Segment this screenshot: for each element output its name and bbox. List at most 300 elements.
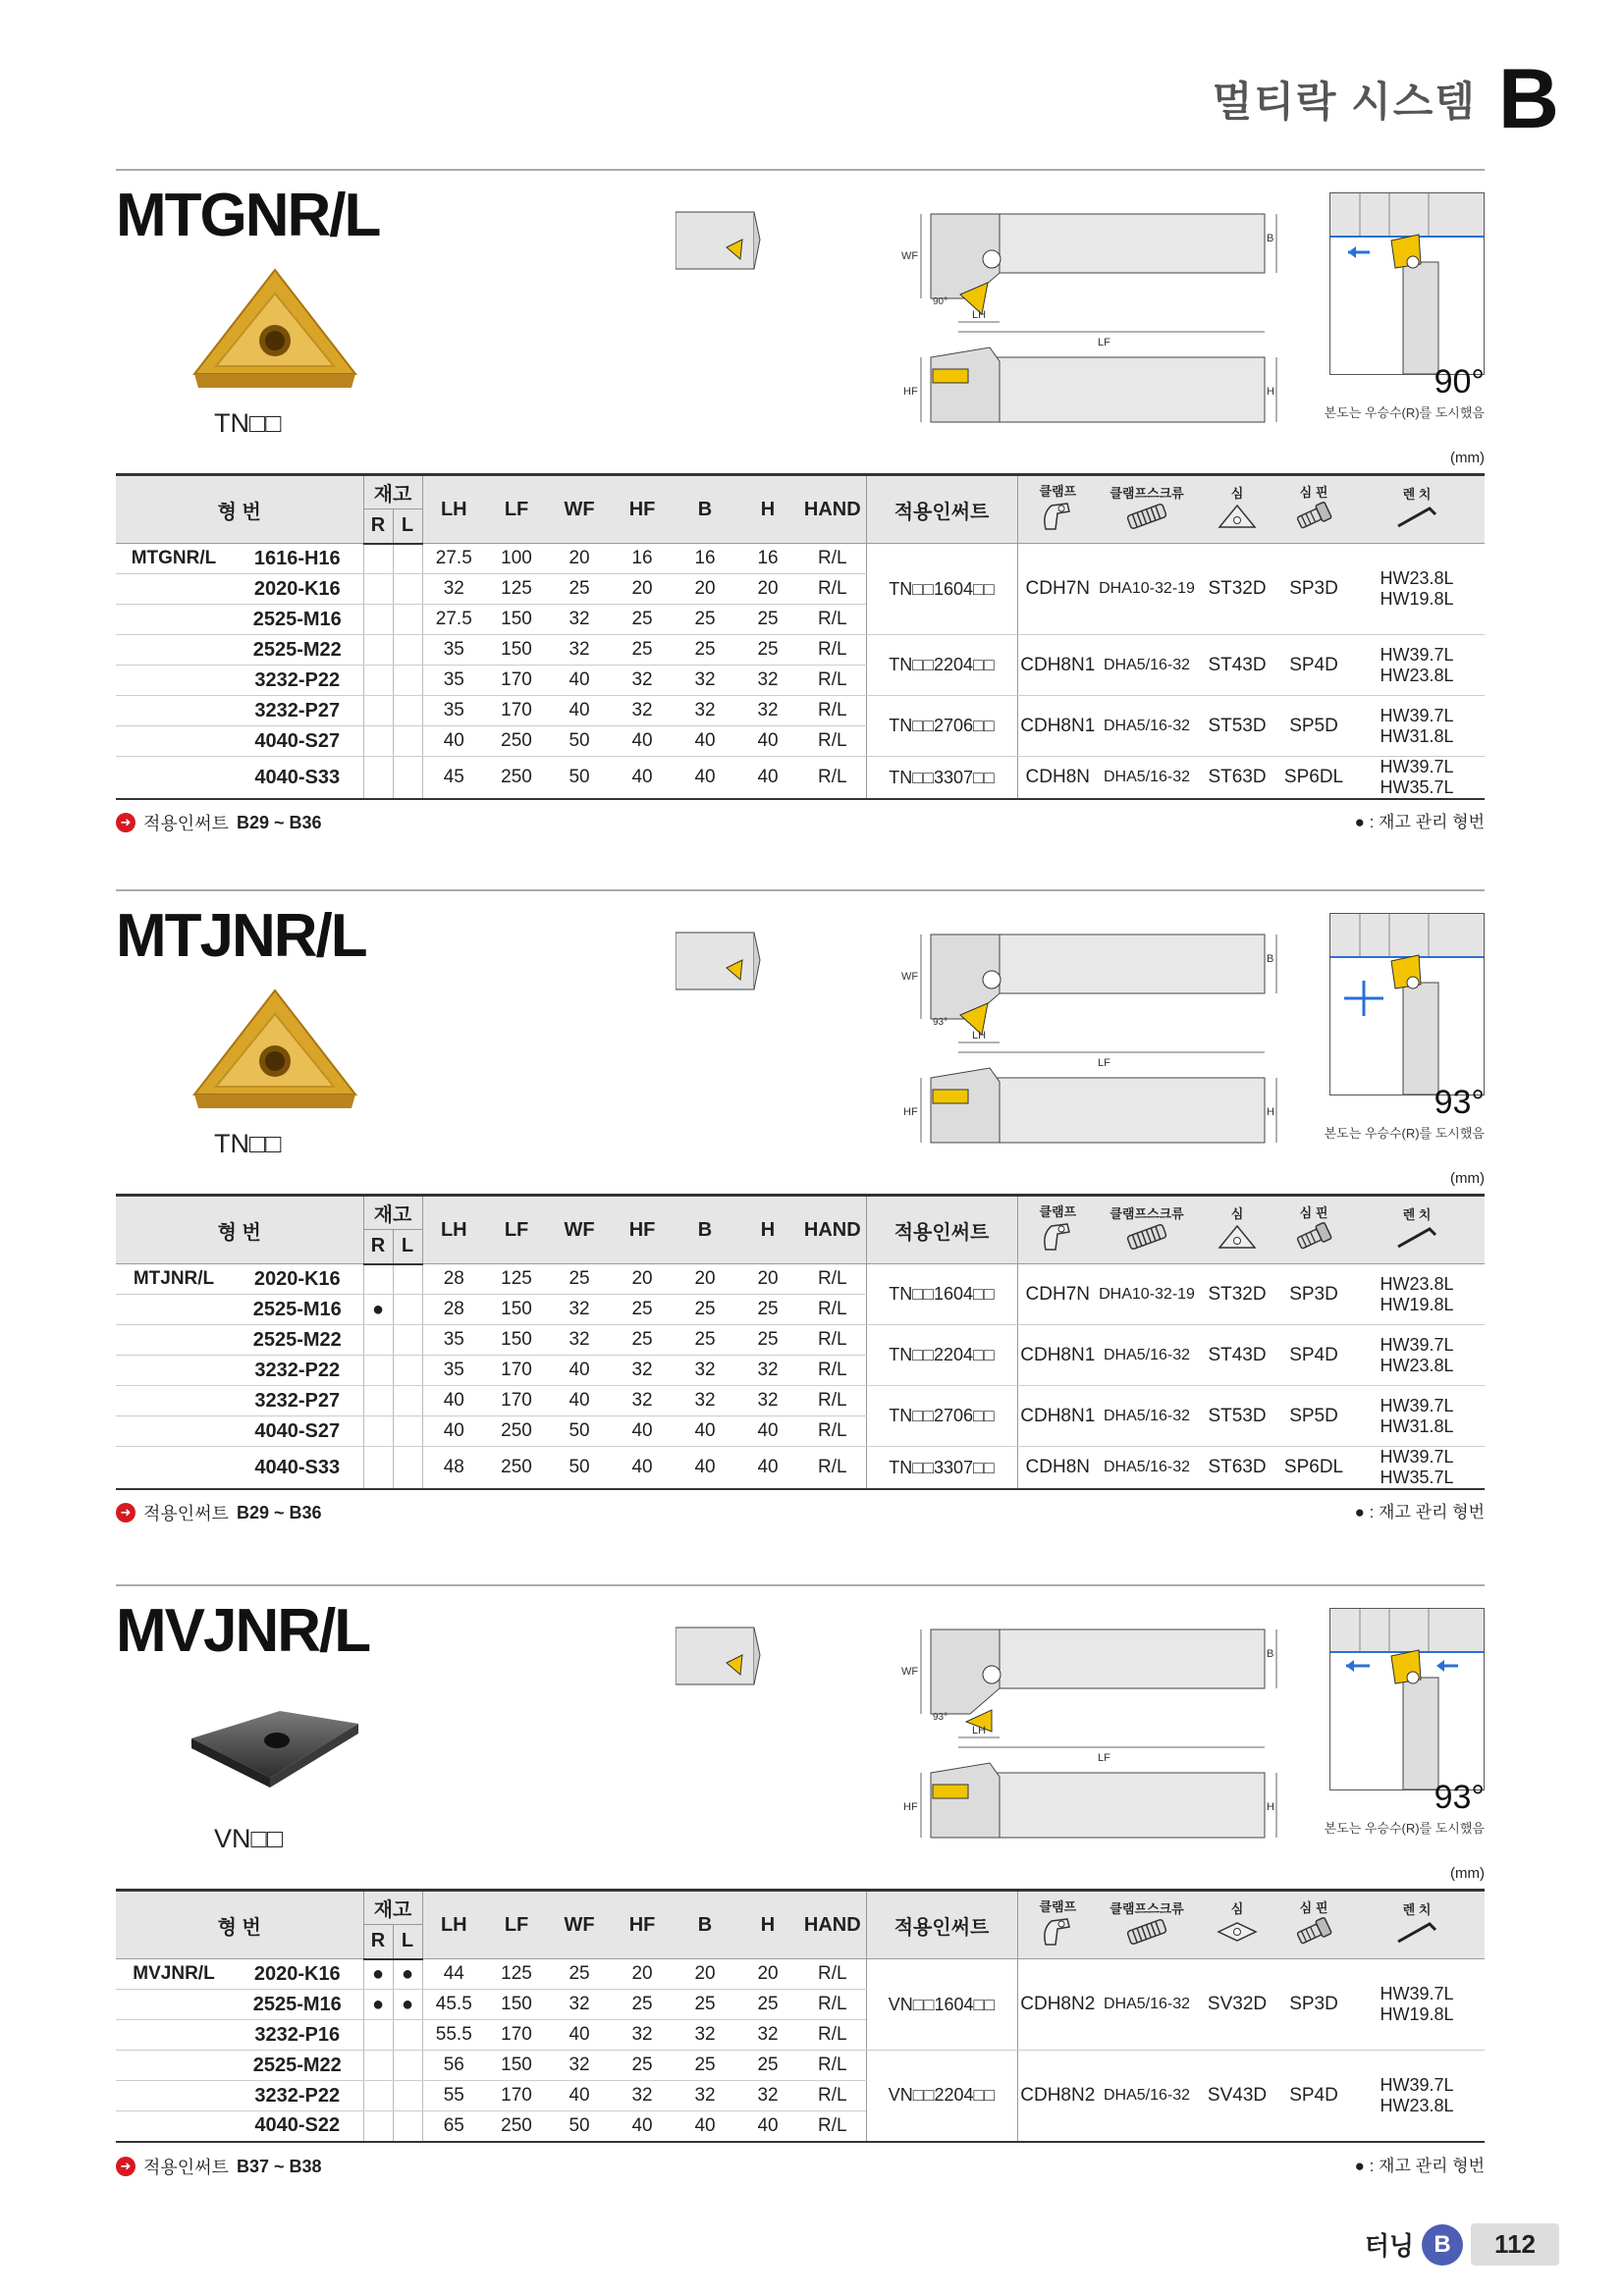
cell-screw: DHA10-32-19 bbox=[1098, 1264, 1196, 1325]
cell-pin: SP6DL bbox=[1278, 1447, 1349, 1490]
cell-clamp: CDH8N1 bbox=[1017, 696, 1098, 757]
model-name bbox=[116, 635, 232, 666]
insert-photo bbox=[187, 985, 363, 1122]
col-pin-label: 심 핀 bbox=[1299, 484, 1328, 500]
dim-hf-label: HF bbox=[903, 1801, 918, 1813]
wrench-code: HW39.7L bbox=[1380, 1334, 1454, 1355]
spec-table bbox=[116, 473, 1485, 800]
cell-hf: 25 bbox=[611, 2051, 674, 2081]
stock-l bbox=[393, 726, 422, 757]
cutting-direction-figure bbox=[1330, 193, 1484, 374]
clamp-screw-icon bbox=[1098, 502, 1196, 537]
wrench-code: HW39.7L bbox=[1380, 2074, 1454, 2095]
cell-hf: 32 bbox=[611, 1356, 674, 1386]
cell-lh: 27.5 bbox=[422, 544, 485, 574]
model-name bbox=[116, 1295, 232, 1325]
col-screw bbox=[1098, 1891, 1196, 1959]
insert-reference[interactable] bbox=[116, 2154, 322, 2179]
model-code: 2020-K16 bbox=[232, 574, 363, 605]
cell-hf: 40 bbox=[611, 1416, 674, 1447]
spec-table bbox=[116, 1194, 1485, 1490]
stock-l bbox=[393, 2111, 422, 2142]
cell-hf: 32 bbox=[611, 2020, 674, 2051]
model-name bbox=[116, 1416, 232, 1447]
model-name bbox=[116, 1386, 232, 1416]
cell-lf: 170 bbox=[485, 696, 548, 726]
cell-wrench bbox=[1349, 757, 1485, 800]
cell-wrench bbox=[1349, 1264, 1485, 1325]
wrench-code: HW23.8L bbox=[1380, 568, 1454, 588]
cell-b: 20 bbox=[674, 1264, 736, 1295]
stock-l bbox=[393, 2020, 422, 2051]
cell-insert: VN□□1604□□ bbox=[866, 1959, 1017, 2051]
model-code: 2525-M22 bbox=[232, 1325, 363, 1356]
col-shim-label: 심 bbox=[1230, 1205, 1244, 1221]
col-hand: HAND bbox=[799, 1891, 866, 1959]
stock-l: ● bbox=[393, 1959, 422, 1990]
stock-l bbox=[393, 696, 422, 726]
stock-legend: ● : 재고 관리 형번 bbox=[1354, 1503, 1485, 1522]
col-shim-label: 심 bbox=[1230, 1900, 1244, 1916]
cell-h: 16 bbox=[736, 544, 799, 574]
cell-wf: 50 bbox=[548, 1447, 611, 1490]
cell-insert: VN□□2204□□ bbox=[866, 2051, 1017, 2142]
dim-lf-label: LF bbox=[1098, 1752, 1110, 1764]
model-code: 3232-P27 bbox=[232, 696, 363, 726]
cell-b: 25 bbox=[674, 1990, 736, 2020]
stock-r: ● bbox=[363, 1959, 393, 1990]
cell-wf: 20 bbox=[548, 544, 611, 574]
spec-table bbox=[116, 1889, 1485, 2143]
col-wrench bbox=[1349, 1196, 1485, 1264]
cell-wrench bbox=[1349, 1386, 1485, 1447]
col-b: B bbox=[674, 1196, 736, 1264]
cell-clamp: CDH7N bbox=[1017, 1264, 1098, 1325]
cell-wf: 50 bbox=[548, 757, 611, 800]
cell-h: 32 bbox=[736, 696, 799, 726]
wrench-code: HW23.8L bbox=[1380, 1273, 1454, 1294]
cell-hand: R/L bbox=[799, 2051, 866, 2081]
cell-shim: ST32D bbox=[1196, 1264, 1278, 1325]
cell-h: 20 bbox=[736, 574, 799, 605]
stock-r bbox=[363, 1386, 393, 1416]
dim-lh-label: LH bbox=[972, 1725, 987, 1736]
cell-wf: 40 bbox=[548, 2081, 611, 2111]
stock-l bbox=[393, 635, 422, 666]
cell-hf: 40 bbox=[611, 1447, 674, 1490]
cell-b: 25 bbox=[674, 1325, 736, 1356]
cell-lf: 150 bbox=[485, 2051, 548, 2081]
col-clamp-label: 클램프 bbox=[1039, 483, 1077, 499]
cell-hf: 32 bbox=[611, 696, 674, 726]
cell-hf: 25 bbox=[611, 605, 674, 635]
col-wrench-label: 렌 치 bbox=[1402, 1901, 1432, 1917]
dim-wf-label: WF bbox=[901, 971, 919, 983]
col-wrench-label: 렌 치 bbox=[1402, 1206, 1432, 1222]
cell-screw: DHA5/16-32 bbox=[1098, 635, 1196, 696]
cell-pin: SP4D bbox=[1278, 635, 1349, 696]
cell-hf: 40 bbox=[611, 757, 674, 800]
col-hand: HAND bbox=[799, 475, 866, 544]
cell-lh: 40 bbox=[422, 726, 485, 757]
cell-h: 32 bbox=[736, 2020, 799, 2051]
dim-lf-label: LF bbox=[1098, 337, 1110, 348]
col-lf: LF bbox=[485, 1196, 548, 1264]
cell-h: 40 bbox=[736, 757, 799, 800]
cell-hand: R/L bbox=[799, 1295, 866, 1325]
clamp-icon bbox=[1018, 500, 1099, 539]
model-code: 4040-S22 bbox=[232, 2111, 363, 2142]
col-h: H bbox=[736, 1196, 799, 1264]
cell-hand: R/L bbox=[799, 1325, 866, 1356]
cell-shim: ST43D bbox=[1196, 1325, 1278, 1386]
cell-h: 32 bbox=[736, 1386, 799, 1416]
dim-b-label: B bbox=[1267, 953, 1274, 965]
cell-lf: 125 bbox=[485, 1959, 548, 1990]
cell-b: 32 bbox=[674, 2020, 736, 2051]
cell-wf: 40 bbox=[548, 1386, 611, 1416]
cell-wf: 50 bbox=[548, 726, 611, 757]
col-insert: 적용인써트 bbox=[866, 1891, 1017, 1959]
holder-drawing bbox=[676, 1616, 1294, 1861]
cell-hand: R/L bbox=[799, 666, 866, 696]
model-name: MVJNR/L bbox=[116, 1959, 232, 1990]
cell-b: 32 bbox=[674, 1356, 736, 1386]
side-view bbox=[1329, 1608, 1485, 1790]
cell-hand: R/L bbox=[799, 605, 866, 635]
model-code: 2525-M16 bbox=[232, 605, 363, 635]
cell-screw: DHA5/16-32 bbox=[1098, 1386, 1196, 1447]
stock-r bbox=[363, 2020, 393, 2051]
model-code: 2525-M22 bbox=[232, 2051, 363, 2081]
cell-wf: 40 bbox=[548, 666, 611, 696]
table-row bbox=[116, 544, 1485, 574]
ref-pages: B29 ~ B36 bbox=[236, 812, 322, 832]
side-note: 본도는 우승수(R)를 도시했음 bbox=[1324, 1126, 1485, 1141]
cell-lf: 150 bbox=[485, 1325, 548, 1356]
col-insert: 적용인써트 bbox=[866, 1196, 1017, 1264]
cell-clamp: CDH8N bbox=[1017, 1447, 1098, 1490]
wrench-icon bbox=[1349, 503, 1485, 536]
cell-hand: R/L bbox=[799, 1990, 866, 2020]
model-name bbox=[116, 574, 232, 605]
model-name bbox=[116, 757, 232, 800]
arrow-right-icon: ➜ bbox=[116, 2157, 135, 2176]
arrow-right-icon: ➜ bbox=[116, 813, 135, 832]
model-name bbox=[116, 726, 232, 757]
cell-b: 40 bbox=[674, 726, 736, 757]
cell-hand: R/L bbox=[799, 696, 866, 726]
page-header bbox=[1212, 52, 1559, 146]
table-row bbox=[116, 1264, 1485, 1295]
wrench-code: HW39.7L bbox=[1380, 1395, 1454, 1415]
cell-h: 40 bbox=[736, 1447, 799, 1490]
cell-lh: 56 bbox=[422, 2051, 485, 2081]
stock-r bbox=[363, 1325, 393, 1356]
cell-h: 25 bbox=[736, 1990, 799, 2020]
col-wf: WF bbox=[548, 1196, 611, 1264]
side-view bbox=[1329, 192, 1485, 375]
cell-wrench bbox=[1349, 635, 1485, 696]
page-footer bbox=[1365, 2223, 1559, 2266]
cell-clamp: CDH8N1 bbox=[1017, 635, 1098, 696]
model-name bbox=[116, 1325, 232, 1356]
cell-hand: R/L bbox=[799, 1416, 866, 1447]
cell-wf: 50 bbox=[548, 1416, 611, 1447]
dim-b-label: B bbox=[1267, 233, 1274, 244]
cell-clamp: CDH8N1 bbox=[1017, 1386, 1098, 1447]
col-h: H bbox=[736, 475, 799, 544]
cell-insert: TN□□1604□□ bbox=[866, 1264, 1017, 1325]
stock-r bbox=[363, 696, 393, 726]
shim-icon bbox=[1196, 1917, 1278, 1952]
col-insert: 적용인써트 bbox=[866, 475, 1017, 544]
stock-legend: ● : 재고 관리 형번 bbox=[1354, 2157, 1485, 2175]
cell-lf: 170 bbox=[485, 1386, 548, 1416]
clamp-icon bbox=[1018, 1220, 1099, 1259]
cell-lh: 28 bbox=[422, 1295, 485, 1325]
footer-label: 터닝 bbox=[1364, 2231, 1415, 2261]
cell-hf: 25 bbox=[611, 1990, 674, 2020]
cell-hand: R/L bbox=[799, 1356, 866, 1386]
col-clamp bbox=[1017, 1891, 1098, 1959]
cell-wf: 25 bbox=[548, 574, 611, 605]
insert-photo bbox=[187, 264, 363, 401]
stock-r bbox=[363, 2111, 393, 2142]
product-section bbox=[116, 889, 1485, 1557]
cell-lh: 40 bbox=[422, 1386, 485, 1416]
cell-h: 20 bbox=[736, 1959, 799, 1990]
stock-r bbox=[363, 574, 393, 605]
cell-lf: 100 bbox=[485, 544, 548, 574]
col-clamp bbox=[1017, 1196, 1098, 1264]
col-screw bbox=[1098, 475, 1196, 544]
model-code: 4040-S27 bbox=[232, 1416, 363, 1447]
cell-hf: 25 bbox=[611, 1325, 674, 1356]
lead-angle: 93° bbox=[1434, 1084, 1485, 1121]
cell-wf: 32 bbox=[548, 1325, 611, 1356]
cell-lh: 27.5 bbox=[422, 605, 485, 635]
dim-wf-label: WF bbox=[901, 250, 919, 262]
wrench-code: HW19.8L bbox=[1380, 2004, 1454, 2024]
col-model: 형 번 bbox=[116, 1891, 363, 1959]
product-section bbox=[116, 169, 1485, 836]
cell-clamp: CDH8N2 bbox=[1017, 1959, 1098, 2051]
footer-badge: B bbox=[1422, 2224, 1463, 2266]
col-lh: LH bbox=[422, 1891, 485, 1959]
dim-h-label: H bbox=[1267, 1106, 1274, 1118]
cell-wf: 32 bbox=[548, 2051, 611, 2081]
col-model: 형 번 bbox=[116, 475, 363, 544]
cell-screw: DHA5/16-32 bbox=[1098, 757, 1196, 800]
chapter-letter: B bbox=[1497, 52, 1559, 146]
wrench-code: HW39.7L bbox=[1380, 757, 1454, 776]
cell-pin: SP4D bbox=[1278, 1325, 1349, 1386]
stock-r bbox=[363, 1416, 393, 1447]
cell-lh: 45.5 bbox=[422, 1990, 485, 2020]
cell-lf: 150 bbox=[485, 635, 548, 666]
lead-angle: 93° bbox=[1434, 1779, 1485, 1816]
col-h: H bbox=[736, 1891, 799, 1959]
cell-lf: 250 bbox=[485, 1447, 548, 1490]
model-code: 3232-P22 bbox=[232, 1356, 363, 1386]
clamp-icon bbox=[1018, 1915, 1099, 1954]
cell-hand: R/L bbox=[799, 544, 866, 574]
dim-hf-label: HF bbox=[903, 386, 918, 398]
insert-reference[interactable] bbox=[116, 1500, 322, 1525]
stock-l bbox=[393, 757, 422, 800]
insert-reference[interactable] bbox=[116, 810, 322, 835]
cell-lh: 65 bbox=[422, 2111, 485, 2142]
clamp-screw-icon bbox=[1098, 1917, 1196, 1952]
col-stock-r: R bbox=[363, 1230, 393, 1264]
wrench-code: HW31.8L bbox=[1380, 1415, 1454, 1436]
cell-hf: 20 bbox=[611, 1264, 674, 1295]
col-screw-label: 클램프스크류 bbox=[1110, 1205, 1184, 1221]
model-code: 2525-M16 bbox=[232, 1990, 363, 2020]
col-lf: LF bbox=[485, 1891, 548, 1959]
cell-lh: 55.5 bbox=[422, 2020, 485, 2051]
cell-hand: R/L bbox=[799, 1264, 866, 1295]
cell-lf: 170 bbox=[485, 666, 548, 696]
cell-hand: R/L bbox=[799, 2020, 866, 2051]
cell-wrench bbox=[1349, 2051, 1485, 2142]
cell-hf: 16 bbox=[611, 544, 674, 574]
cell-lf: 125 bbox=[485, 1264, 548, 1295]
shim-icon bbox=[1196, 502, 1278, 537]
unit-label: (mm) bbox=[1450, 450, 1485, 466]
cell-insert: TN□□2204□□ bbox=[866, 635, 1017, 696]
cell-pin: SP5D bbox=[1278, 696, 1349, 757]
dim-angle-label: 93° bbox=[933, 1017, 948, 1028]
table-row bbox=[116, 2051, 1485, 2081]
cell-lh: 40 bbox=[422, 1416, 485, 1447]
col-clamp bbox=[1017, 475, 1098, 544]
stock-l bbox=[393, 1264, 422, 1295]
col-wrench bbox=[1349, 475, 1485, 544]
stock-r bbox=[363, 2051, 393, 2081]
stock-l bbox=[393, 544, 422, 574]
model-name: MTGNR/L bbox=[116, 544, 232, 574]
col-stock-l: L bbox=[393, 1230, 422, 1264]
model-name: MTJNR/L bbox=[116, 1264, 232, 1295]
cell-h: 40 bbox=[736, 2111, 799, 2142]
cell-lf: 150 bbox=[485, 1990, 548, 2020]
col-pin-label: 심 핀 bbox=[1299, 1899, 1328, 1915]
cell-h: 40 bbox=[736, 726, 799, 757]
cell-wf: 32 bbox=[548, 1295, 611, 1325]
wrench-icon bbox=[1349, 1223, 1485, 1256]
cell-wf: 25 bbox=[548, 1959, 611, 1990]
stock-l bbox=[393, 666, 422, 696]
cell-hf: 32 bbox=[611, 666, 674, 696]
col-stock-l: L bbox=[393, 509, 422, 544]
insert-code: TN□□ bbox=[214, 1129, 282, 1158]
stock-l bbox=[393, 1416, 422, 1447]
col-hand: HAND bbox=[799, 1196, 866, 1264]
dim-hf-label: HF bbox=[903, 1106, 918, 1118]
col-model: 형 번 bbox=[116, 1196, 363, 1264]
cell-pin: SP3D bbox=[1278, 1959, 1349, 2051]
stock-r: ● bbox=[363, 1990, 393, 2020]
model-name bbox=[116, 666, 232, 696]
wrench-code: HW39.7L bbox=[1380, 705, 1454, 725]
cell-hand: R/L bbox=[799, 635, 866, 666]
holder-drawing bbox=[676, 200, 1294, 446]
cell-lf: 125 bbox=[485, 574, 548, 605]
unit-label: (mm) bbox=[1450, 1865, 1485, 1882]
cutting-direction-figure bbox=[1330, 1609, 1484, 1789]
cell-lh: 45 bbox=[422, 757, 485, 800]
stock-r bbox=[363, 605, 393, 635]
cell-wf: 40 bbox=[548, 696, 611, 726]
wrench-code: HW23.8L bbox=[1380, 1355, 1454, 1375]
cell-hf: 32 bbox=[611, 2081, 674, 2111]
unit-label: (mm) bbox=[1450, 1170, 1485, 1187]
ref-label: 적용인써트 bbox=[143, 1504, 229, 1523]
cell-b: 25 bbox=[674, 1295, 736, 1325]
cell-wf: 50 bbox=[548, 2111, 611, 2142]
model-code: 3232-P22 bbox=[232, 666, 363, 696]
wrench-code: HW35.7L bbox=[1380, 1468, 1454, 1487]
stock-r bbox=[363, 635, 393, 666]
shim-pin-icon bbox=[1278, 1221, 1349, 1258]
dim-lh-label: LH bbox=[972, 1030, 987, 1041]
stock-r: ● bbox=[363, 1295, 393, 1325]
model-name bbox=[116, 2111, 232, 2142]
cell-wf: 40 bbox=[548, 2020, 611, 2051]
cell-hf: 20 bbox=[611, 574, 674, 605]
cell-lf: 150 bbox=[485, 1295, 548, 1325]
table-row bbox=[116, 757, 1485, 800]
cell-lh: 35 bbox=[422, 666, 485, 696]
cell-screw: DHA5/16-32 bbox=[1098, 1325, 1196, 1386]
cell-hand: R/L bbox=[799, 574, 866, 605]
col-shim bbox=[1196, 475, 1278, 544]
stock-l bbox=[393, 574, 422, 605]
cell-pin: SP5D bbox=[1278, 1386, 1349, 1447]
dim-wf-label: WF bbox=[901, 1666, 919, 1678]
table-row bbox=[116, 1447, 1485, 1490]
dim-h-label: H bbox=[1267, 386, 1274, 398]
col-lh: LH bbox=[422, 1196, 485, 1264]
cell-b: 40 bbox=[674, 1447, 736, 1490]
side-note: 본도는 우승수(R)를 도시했음 bbox=[1324, 405, 1485, 420]
table-row bbox=[116, 1959, 1485, 1990]
wrench-code: HW39.7L bbox=[1380, 1447, 1454, 1467]
col-pin bbox=[1278, 475, 1349, 544]
cell-b: 32 bbox=[674, 1386, 736, 1416]
model-code: 3232-P22 bbox=[232, 2081, 363, 2111]
col-hf: HF bbox=[611, 1196, 674, 1264]
stock-r bbox=[363, 666, 393, 696]
insert-code: VN□□ bbox=[214, 1824, 284, 1853]
model-code: 3232-P16 bbox=[232, 2020, 363, 2051]
col-b: B bbox=[674, 475, 736, 544]
cell-b: 32 bbox=[674, 696, 736, 726]
model-name bbox=[116, 605, 232, 635]
model-name bbox=[116, 1990, 232, 2020]
ref-label: 적용인써트 bbox=[143, 814, 229, 833]
table-row bbox=[116, 1325, 1485, 1356]
cell-h: 32 bbox=[736, 666, 799, 696]
dim-lh-label: LH bbox=[972, 309, 987, 321]
table-row bbox=[116, 635, 1485, 666]
col-clamp-label: 클램프 bbox=[1039, 1898, 1077, 1914]
col-hf: HF bbox=[611, 475, 674, 544]
wrench-code: HW19.8L bbox=[1380, 589, 1454, 609]
stock-l bbox=[393, 1295, 422, 1325]
